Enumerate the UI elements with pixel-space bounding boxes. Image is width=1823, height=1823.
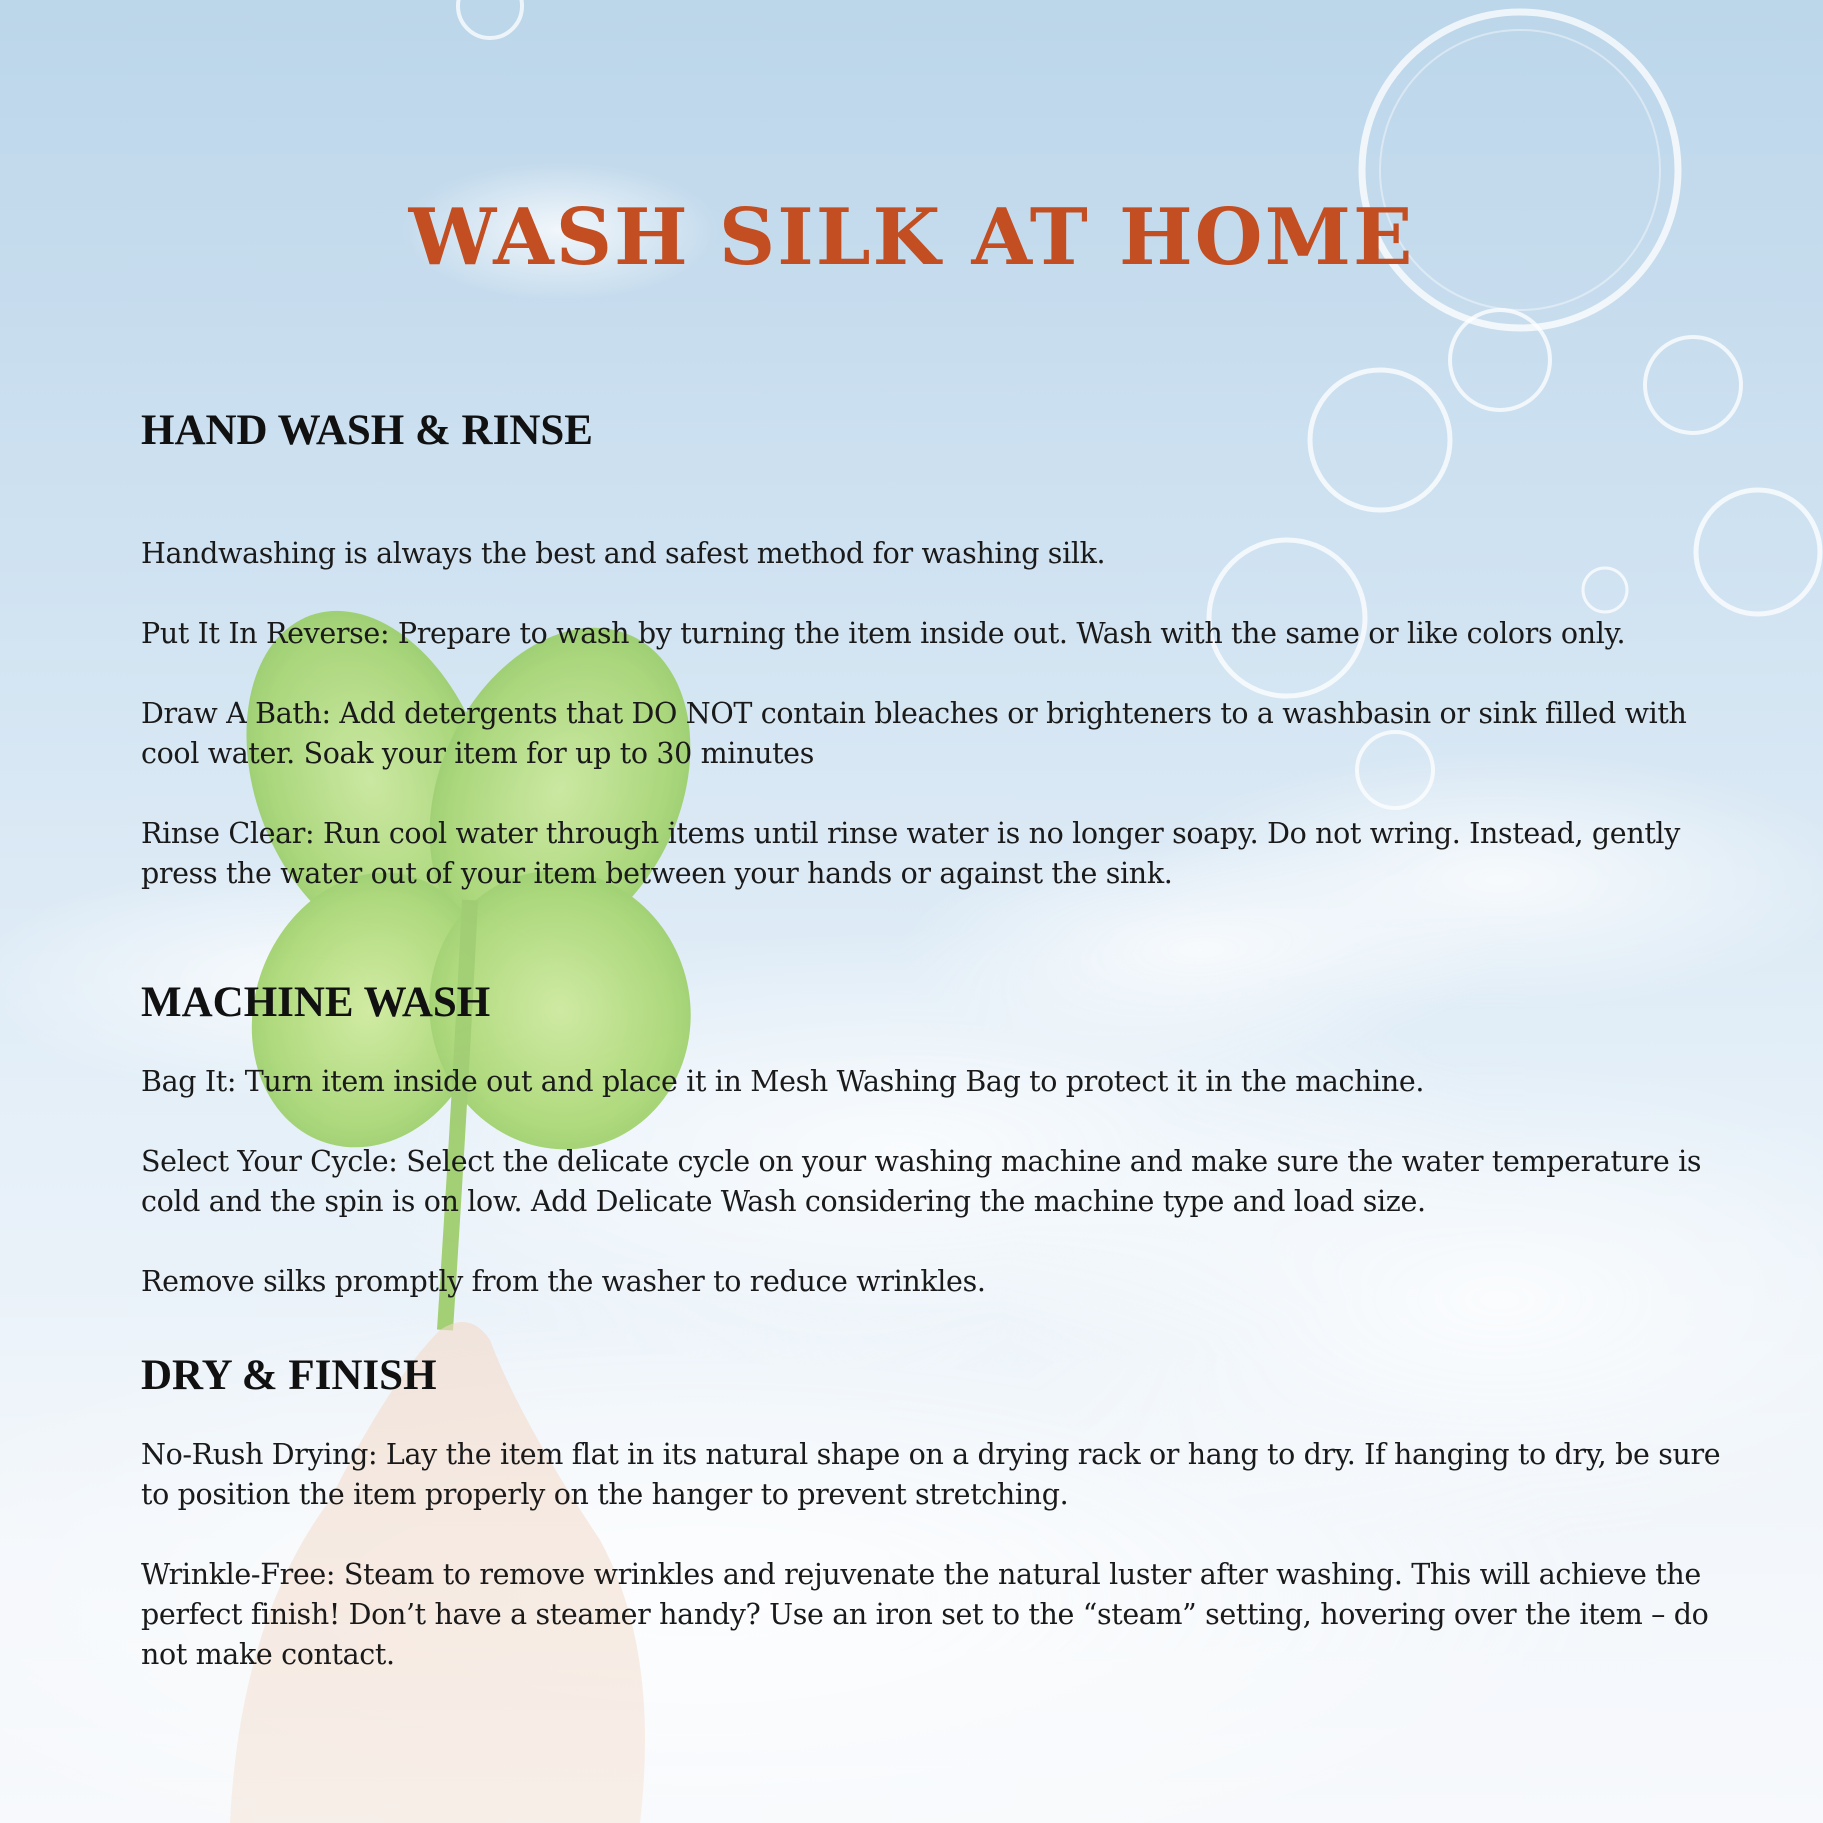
section-machine-wash bbox=[141, 978, 1741, 1302]
section-dry-finish bbox=[141, 1351, 1741, 1675]
page-title: WASH SILK AT HOME bbox=[408, 192, 1415, 283]
paragraph: Remove silks promptly from the washer to reduce wrinkles. bbox=[141, 1265, 986, 1298]
paragraph: Bag It: Turn item inside out and place it in Mesh Washing Bag to protect it in the machine. bbox=[141, 1065, 1425, 1098]
paragraph: Rinse Clear: Run cool water through items until rinse water is no longer soapy. Do not wring. Instead, gently press the water out of your item between your hands or against the sink. bbox=[141, 817, 1680, 890]
section-heading: HAND WASH & RINSE bbox=[141, 407, 593, 454]
section-heading: MACHINE WASH bbox=[141, 979, 491, 1026]
paragraph: Wrinkle-Free: Steam to remove wrinkles and rejuvenate the natural luster after washing. This will achieve the perfect finish! Don’t have a steamer handy? Use an iron set to the “steam” setting, hovering over the item – do not make contact. bbox=[141, 1558, 1709, 1671]
paragraph: No-Rush Drying: Lay the item flat in its natural shape on a drying rack or hang to dry. If hanging to dry, be sure to position the item properly on the hanger to prevent stretching. bbox=[141, 1438, 1721, 1511]
paragraph: Put It In Reverse: Prepare to wash by turning the item inside out. Wash with the same or like colors only. bbox=[141, 617, 1626, 650]
paragraph: Select Your Cycle: Select the delicate cycle on your washing machine and make sure the water temperature is cold and the spin is on low. Add Delicate Wash considering the machine type and load size. bbox=[141, 1145, 1702, 1218]
section-heading: DRY & FINISH bbox=[141, 1352, 437, 1399]
paragraph: Draw A Bath: Add detergents that DO NOT contain bleaches or brighteners to a washbasin or sink filled with cool water. Soak your item for up to 30 minutes bbox=[141, 697, 1687, 770]
paragraph: Handwashing is always the best and safest method for washing silk. bbox=[141, 537, 1106, 570]
section-hand-wash bbox=[141, 406, 1741, 894]
